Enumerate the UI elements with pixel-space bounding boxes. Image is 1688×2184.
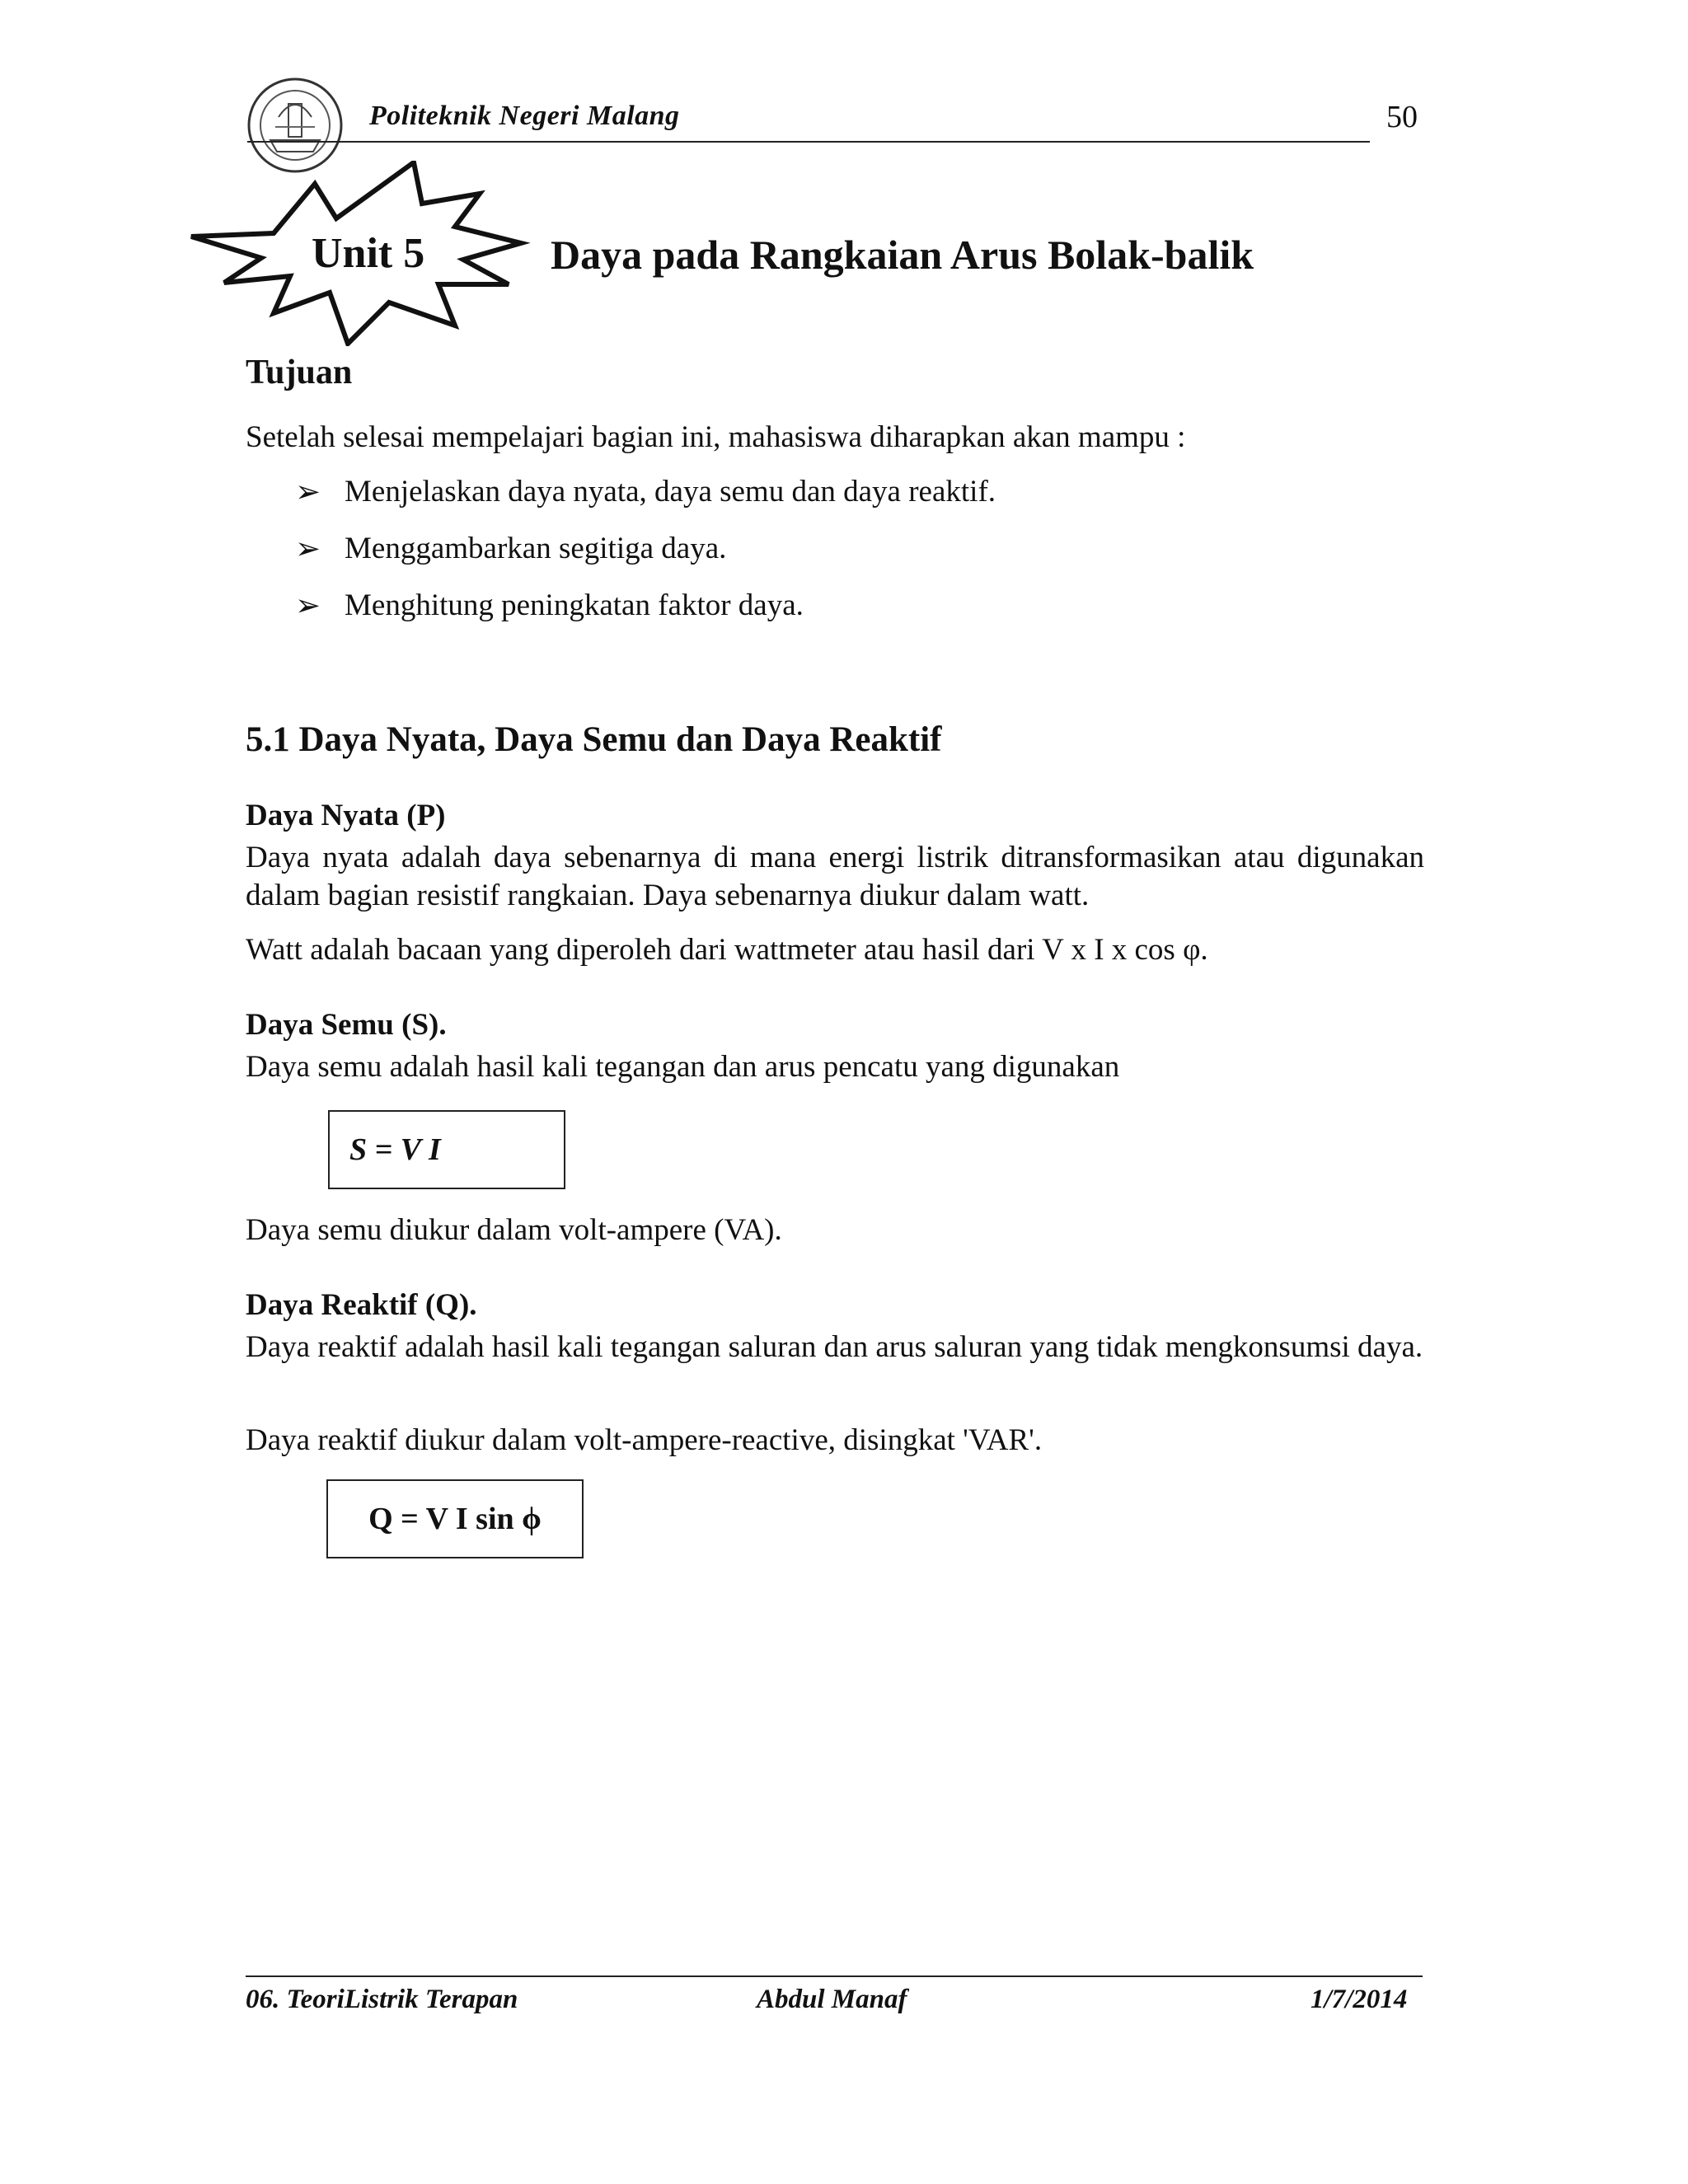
daya-semu-paragraph: Daya semu adalah hasil kali tegangan dan arus pencatu yang digunakan: [246, 1050, 1120, 1084]
header-divider: [247, 141, 1370, 143]
objectives-list: [295, 474, 996, 644]
arrow-bullet-icon: ➢: [295, 476, 321, 509]
unit-label: Unit 5: [312, 230, 425, 277]
footer-divider: [246, 1975, 1423, 1977]
footer-course: 06. TeoriListrik Terapan: [246, 1985, 518, 2014]
list-item: [295, 531, 996, 588]
header-institution-name: Politeknik Negeri Malang: [369, 101, 680, 131]
arrow-bullet-icon: ➢: [295, 589, 321, 623]
objectives-heading: Tujuan: [246, 354, 353, 391]
daya-semu-heading: Daya Semu (S).: [246, 1008, 447, 1042]
formula-box-s: [328, 1110, 565, 1189]
objective-text: Menghitung peningkatan faktor daya.: [345, 588, 804, 622]
arrow-bullet-icon: ➢: [295, 532, 321, 566]
formula-reactive-power: Q = V I sin ϕ: [368, 1502, 542, 1536]
list-item: [295, 474, 996, 531]
formula-apparent-power: S = V I: [349, 1132, 441, 1167]
objective-text: Menggambarkan segitiga daya.: [345, 532, 727, 565]
daya-reaktif-unit-note: Daya reaktif diukur dalam volt-ampere-reactive, disingkat 'VAR'.: [246, 1423, 1043, 1457]
objectives-intro: Setelah selesai mempelajari bagian ini, mahasiswa diharapkan akan mampu :: [246, 420, 1186, 454]
daya-semu-unit-note: Daya semu diukur dalam volt-ampere (VA).: [246, 1213, 782, 1247]
watt-note: Watt adalah bacaan yang diperoleh dari wattmeter atau hasil dari V x I x cos φ.: [246, 933, 1208, 967]
daya-reaktif-heading: Daya Reaktif (Q).: [246, 1288, 477, 1322]
unit-title: Daya pada Rangkaian Arus Bolak-balik: [551, 232, 1254, 278]
section-heading: 5.1 Daya Nyata, Daya Semu dan Daya Reaktif: [246, 720, 942, 759]
objective-text: Menjelaskan daya nyata, daya semu dan daya reaktif.: [345, 475, 996, 509]
institution-logo-icon: [246, 76, 345, 175]
list-item: [295, 588, 996, 644]
footer-author: Abdul Manaf: [757, 1985, 907, 2014]
daya-reaktif-paragraph: Daya reaktif adalah hasil kali tegangan saluran dan arus saluran yang tidak mengkonsumsi daya.: [246, 1330, 1423, 1364]
footer-date: 1/7/2014: [1311, 1985, 1408, 2014]
page-number: 50: [1386, 100, 1418, 134]
daya-nyata-paragraph: Daya nyata adalah daya sebenarnya di mana energi listrik ditransformasikan atau digunakan dalam bagian resistif rangkaian. Daya sebenarnya diukur dalam watt.: [246, 841, 1424, 912]
daya-nyata-heading: Daya Nyata (P): [246, 799, 446, 832]
formula-box-q: [326, 1479, 584, 1558]
